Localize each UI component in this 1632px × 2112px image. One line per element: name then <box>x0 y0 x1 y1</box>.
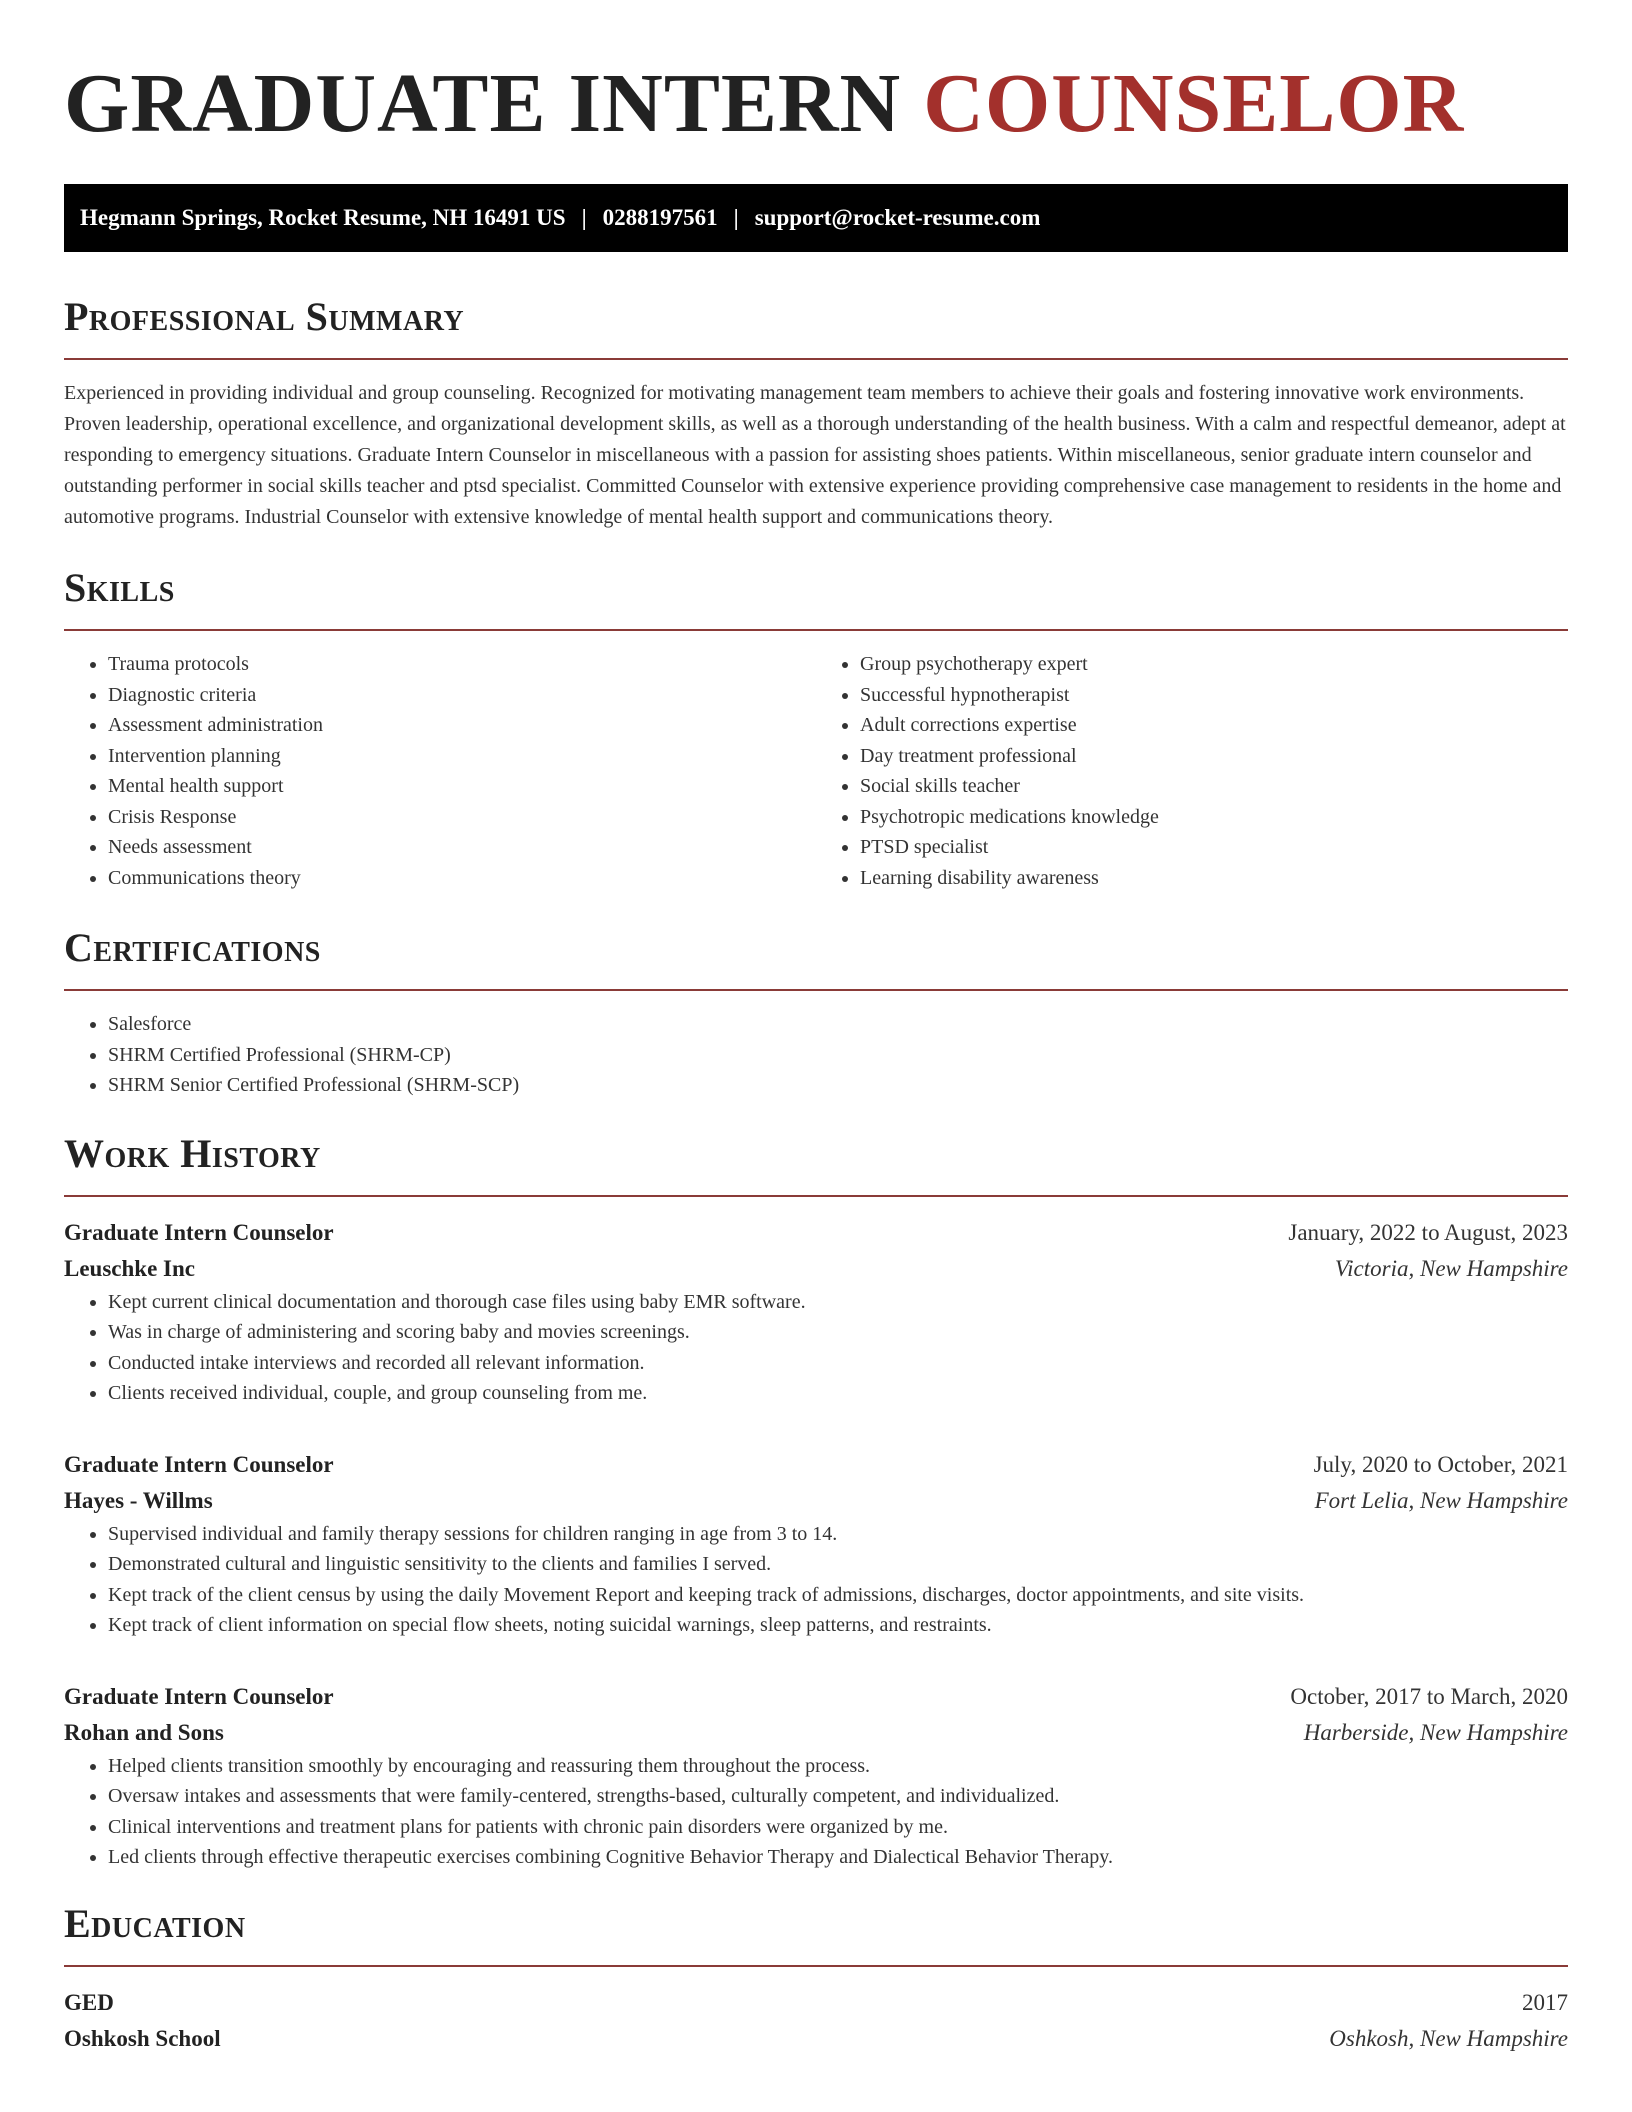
job-company: Leuschke Inc <box>64 1255 195 1281</box>
job-duty: • Conducted intake interviews and recorded all relevant information. <box>108 1348 1568 1379</box>
skill-item: • Mental health support <box>108 771 816 802</box>
job-dates: July, 2020 to October, 2021 <box>1313 1451 1568 1477</box>
job-duty: • Kept current clinical documentation and thorough case files using baby EMR software. <box>108 1287 1568 1318</box>
skills-column-right <box>816 649 1568 893</box>
job-dates: January, 2022 to August, 2023 <box>1288 1219 1568 1245</box>
job-duty: • Clients received individual, couple, and group counseling from me. <box>108 1378 1568 1409</box>
education-location: Oshkosh, New Hampshire <box>1329 2025 1568 2051</box>
education-school: Oshkosh School <box>64 2025 221 2051</box>
skill-item: • Psychotropic medications knowledge <box>860 802 1568 833</box>
job-location: Victoria, New Hampshire <box>1334 1255 1568 1281</box>
certification-item: • SHRM Certified Professional (SHRM-CP) <box>108 1040 1568 1071</box>
section-title-work-history: Work History <box>64 1130 321 1176</box>
job-duties <box>64 1751 1568 1873</box>
certifications-list <box>64 1009 1568 1101</box>
job-duty: • Kept track of the client census by using the daily Movement Report and keeping track of admissions, discharges, doctor appointments, and site visits. <box>108 1580 1568 1611</box>
skills-list-left <box>64 649 816 893</box>
contact-separator: | <box>733 205 739 230</box>
contact-address: Hegmann Springs, Rocket Resume, NH 16491 US <box>80 205 566 230</box>
job-dates: October, 2017 to March, 2020 <box>1290 1683 1568 1709</box>
skill-item: • Group psychotherapy expert <box>860 649 1568 680</box>
summary-section <box>64 292 1568 533</box>
skill-item: • Intervention planning <box>108 741 816 772</box>
job-duty: • Kept track of client information on special flow sheets, noting suicidal warnings, sleep patterns, and restraints. <box>108 1610 1568 1641</box>
skill-item: • Diagnostic criteria <box>108 680 816 711</box>
job-entry <box>64 1215 1568 1409</box>
job-location: Harberside, New Hampshire <box>1303 1719 1568 1745</box>
job-header <box>64 1679 1568 1715</box>
job-title: Graduate Intern Counselor <box>64 1683 334 1709</box>
certification-item: • Salesforce <box>108 1009 1568 1040</box>
section-divider <box>64 629 1568 631</box>
education-year: 2017 <box>1522 1989 1568 2015</box>
job-company: Hayes - Willms <box>64 1487 213 1513</box>
section-title-summary: Professional Summary <box>64 294 465 339</box>
section-title-certifications: Certifications <box>64 925 321 970</box>
contact-separator: | <box>581 205 587 230</box>
job-title: Graduate Intern Counselor <box>64 1451 334 1477</box>
skills-column-left <box>64 649 816 893</box>
job-duties <box>64 1287 1568 1409</box>
job-company: Rohan and Sons <box>64 1719 224 1745</box>
job-duty: • Clinical interventions and treatment plans for patients with chronic pain disorders were organized by me. <box>108 1812 1568 1843</box>
contact-email[interactable]: support@rocket-resume.com <box>754 205 1041 230</box>
job-duty: • Was in charge of administering and scoring baby and movies screenings. <box>108 1317 1568 1348</box>
job-title: Graduate Intern Counselor <box>64 1219 334 1245</box>
name-first: GRADUATE INTERN <box>64 57 902 150</box>
section-divider <box>64 1195 1568 1197</box>
certification-item: • SHRM Senior Certified Professional (SHRM-SCP) <box>108 1070 1568 1101</box>
skill-item: • Social skills teacher <box>860 771 1568 802</box>
job-subheader <box>64 1251 1568 1287</box>
job-entry <box>64 1447 1568 1641</box>
section-divider <box>64 358 1568 360</box>
contact-bar <box>64 184 1568 252</box>
resume-name <box>64 48 1568 160</box>
name-last: COUNSELOR <box>923 57 1465 150</box>
work-history-section <box>64 1129 1568 1873</box>
skill-item: • Assessment administration <box>108 710 816 741</box>
summary-text: Experienced in providing individual and group counseling. Recognized for motivating management team members to achieve their goals and fostering innovative work environments. Proven leadership, operational excellence, and organizational development skills, as well as a thorough understanding of the health business. With a calm and respectful demeanor, adept at responding to emergency situations. Graduate Intern Counselor in miscellaneous with a passion for assisting shoes patients. Within miscellaneous, senior graduate intern counselor and outstanding performer in social skills teacher and ptsd specialist. Committed Counselor with extensive experience providing comprehensive case management to residents in the home and automotive programs. Industrial Counselor with extensive knowledge of mental health support and communications theory. <box>64 382 1566 528</box>
skills-section <box>64 563 1568 893</box>
skill-item: • Successful hypnotherapist <box>860 680 1568 711</box>
job-duties <box>64 1519 1568 1641</box>
section-divider <box>64 989 1568 991</box>
job-subheader <box>64 1715 1568 1751</box>
skill-item: • Trauma protocols <box>108 649 816 680</box>
skills-list-right <box>816 649 1568 893</box>
skill-item: • Crisis Response <box>108 802 816 833</box>
education-header <box>64 1985 1568 2021</box>
job-location: Fort Lelia, New Hampshire <box>1314 1487 1568 1513</box>
skill-item: • Adult corrections expertise <box>860 710 1568 741</box>
skill-item: • Needs assessment <box>108 832 816 863</box>
job-header <box>64 1215 1568 1251</box>
education-subheader <box>64 2021 1568 2057</box>
job-subheader <box>64 1483 1568 1519</box>
skills-grid <box>64 649 1568 893</box>
contact-phone: 0288197561 <box>602 205 718 230</box>
job-duty: • Supervised individual and family therapy sessions for children ranging in age from 3 to 14. <box>108 1519 1568 1550</box>
job-entry <box>64 1679 1568 1873</box>
certifications-section <box>64 923 1568 1101</box>
job-duty: • Oversaw intakes and assessments that were family-centered, strengths-based, culturally competent, and individualized. <box>108 1781 1568 1812</box>
education-entry <box>64 1985 1568 2057</box>
skill-item: • Day treatment professional <box>860 741 1568 772</box>
section-divider <box>64 1965 1568 1967</box>
job-duty: • Demonstrated cultural and linguistic sensitivity to the clients and families I served. <box>108 1549 1568 1580</box>
education-section <box>64 1899 1568 2057</box>
section-title-education: Education <box>64 1900 246 1946</box>
skill-item: • Learning disability awareness <box>860 863 1568 894</box>
skill-item: • PTSD specialist <box>860 832 1568 863</box>
skill-item: • Communications theory <box>108 863 816 894</box>
section-title-skills: Skills <box>64 565 175 610</box>
job-duty: • Led clients through effective therapeutic exercises combining Cognitive Behavior Therapy and Dialectical Behavior Therapy. <box>108 1842 1568 1873</box>
job-duty: • Helped clients transition smoothly by encouraging and reassuring them throughout the process. <box>108 1751 1568 1782</box>
job-header <box>64 1447 1568 1483</box>
education-degree: GED <box>64 1989 114 2015</box>
